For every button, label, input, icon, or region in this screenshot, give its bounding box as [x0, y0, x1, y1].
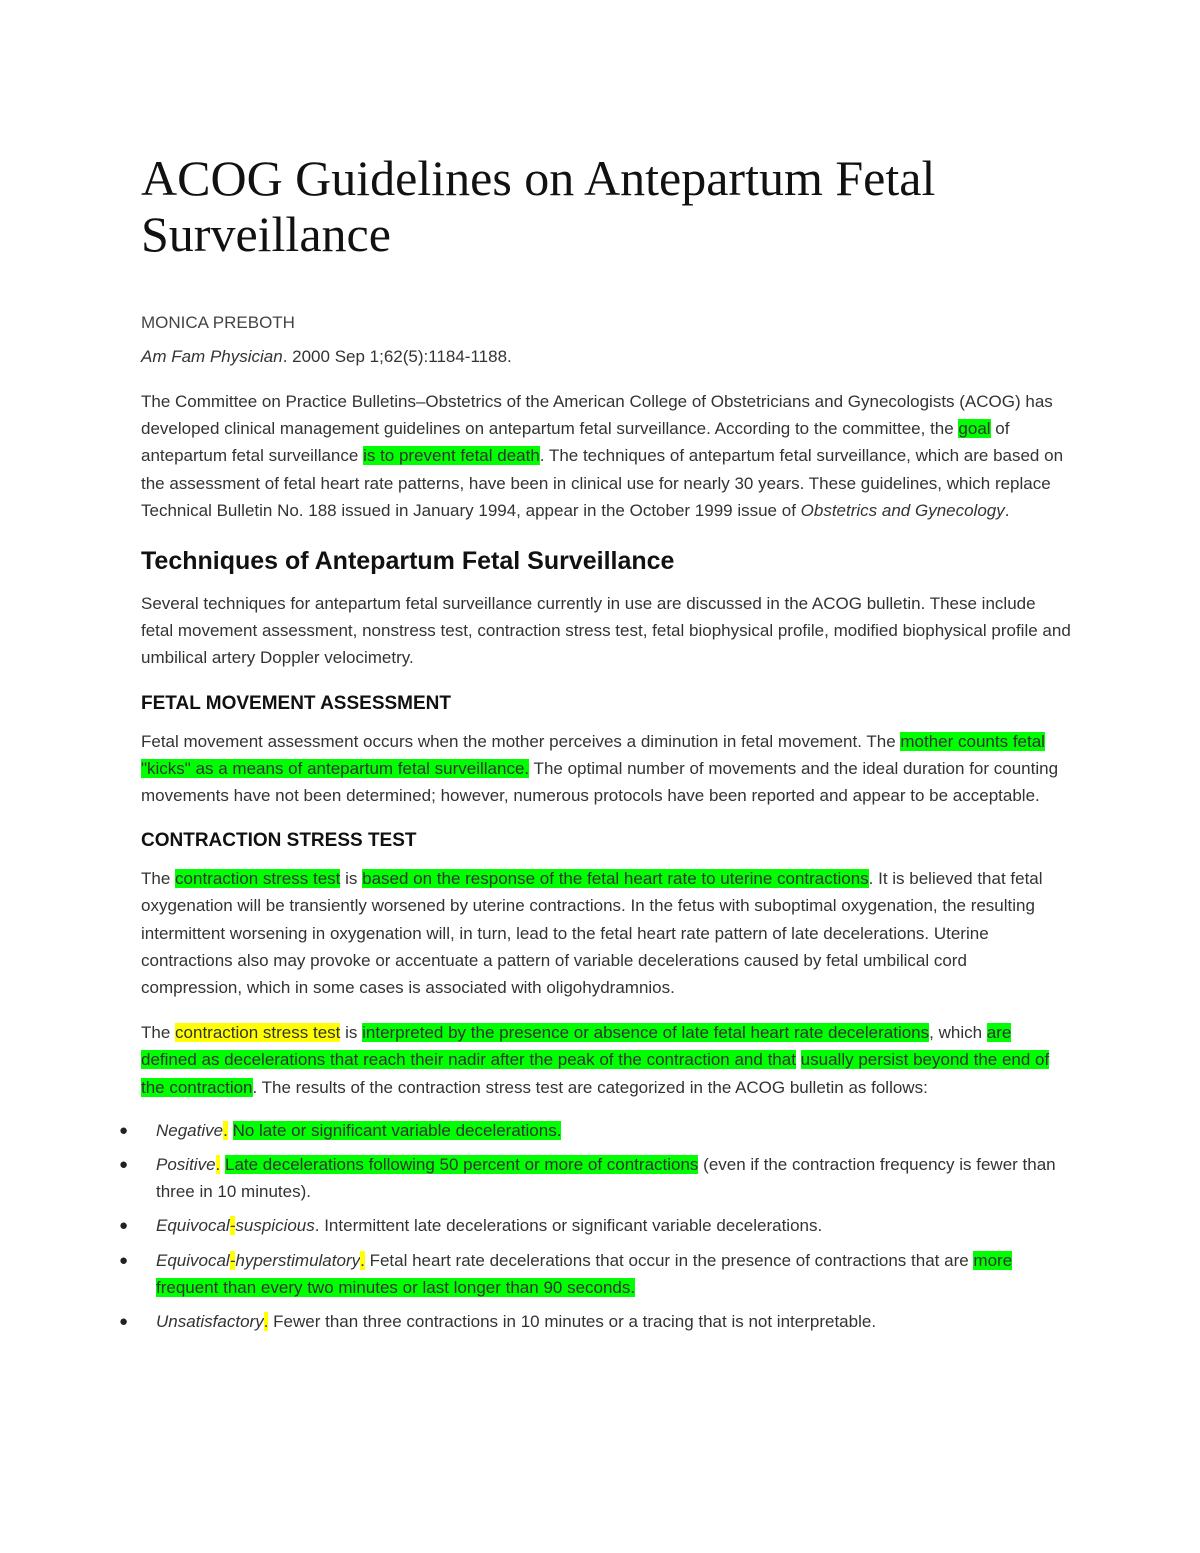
paragraph-text: , which	[929, 1023, 987, 1043]
result-term: Negative	[156, 1120, 224, 1140]
bullet-icon: ●	[119, 1121, 129, 1139]
highlight: No late or significant variable decelerations.	[232, 1120, 562, 1140]
list-item	[119, 1117, 1071, 1144]
highlight: goal	[958, 419, 991, 439]
highlight: are defined as decelerations that reach their nadir after the peak of the contraction and that	[141, 1023, 1012, 1070]
page-title: ACOG Guidelines on Antepartum Fetal Surveillance	[141, 150, 936, 262]
subheading-contraction-stress-test: CONTRACTION STRESS TEST	[141, 830, 417, 852]
list-item	[119, 1212, 1071, 1239]
paragraph-text: The	[141, 1023, 176, 1043]
highlight-yellow: -	[229, 1216, 236, 1236]
result-term: hyperstimulatory	[235, 1250, 361, 1270]
paragraph-text: . It is believed that fetal oxygenation will be transiently worsened by uterine contractions. In the fetus with suboptimal oxygenation, the resulting intermittent worsening in oxygenation will, in turn, lead to the fetal heart rate pattern of late decelerations. Uterine contractions also may provoke or accentuate a pattern of variable decelerations caused by fetal umbilical cord compression, which in some cases is associated with oligohydramnios.	[141, 869, 1043, 998]
paragraph-text: Fetal movement assessment occurs when the mother perceives a diminution in fetal movement. The	[141, 731, 901, 751]
subheading-fetal-movement: FETAL MOVEMENT ASSESSMENT	[141, 692, 452, 714]
highlight: contraction stress test	[175, 869, 341, 889]
paragraph-text: . The results of the contraction stress test are categorized in the ACOG bulletin as follows:	[252, 1077, 928, 1097]
techniques-paragraph: Several techniques for antepartum fetal surveillance currently in use are discussed in the ACOG bulletin. These include fetal movement assessment, nonstress test, contraction stress test, fetal biophysical profile, modified biophysical profile and umbilical artery Doppler velocimetry.	[141, 594, 1071, 668]
paragraph-text: The	[141, 869, 176, 889]
highlight: is to prevent fetal death	[363, 446, 540, 466]
cst-paragraph-2	[141, 1019, 1071, 1101]
highlight-yellow: .	[215, 1155, 221, 1175]
citation-journal: Am Fam Physician	[141, 347, 283, 366]
paragraph-text: is	[340, 869, 363, 889]
list-text: (even if the contraction frequency is fewer than three in 10 minutes).	[156, 1155, 1056, 1202]
journal-name: Obstetrics and Gynecology	[800, 500, 1005, 520]
bullet-icon: ●	[119, 1251, 129, 1269]
highlight-yellow: .	[360, 1250, 365, 1270]
highlight-yellow: contraction stress test	[175, 1023, 341, 1043]
list-item	[119, 1247, 1071, 1301]
list-item	[119, 1308, 1071, 1335]
list-text: Fewer than three contractions in 10 minutes or a tracing that is not interpretable.	[268, 1312, 877, 1332]
intro-paragraph	[141, 388, 1071, 524]
highlight-yellow: .	[263, 1312, 269, 1332]
result-term: Positive	[156, 1155, 216, 1175]
bullet-icon: ●	[119, 1217, 129, 1235]
intro-text: . The techniques of antepartum fetal surveillance, which are based on the assessment of fetal heart rate patterns, have been in clinical use for nearly 30 years. These guidelines, which replace Technical Bulletin No. 188 issued in January 1994, appear in the October 1999 issue of	[141, 446, 1064, 520]
intro-text: .	[1004, 500, 1010, 520]
paragraph-text	[796, 1050, 801, 1069]
list-item	[119, 1151, 1071, 1205]
highlight-yellow: .	[223, 1120, 228, 1140]
bullet-icon: ●	[119, 1313, 129, 1331]
highlight: usually persist beyond the end of the contraction	[141, 1050, 1050, 1097]
highlight: more frequent than every two minutes or last longer than 90 seconds.	[156, 1250, 1013, 1297]
citation	[141, 346, 1071, 368]
highlight: Late decelerations following 50 percent or more of contractions	[225, 1155, 699, 1175]
section-heading-techniques: Techniques of Antepartum Fetal Surveillance	[141, 547, 675, 576]
result-term: Unsatisfactory	[156, 1312, 264, 1332]
highlight-yellow: -	[229, 1250, 236, 1270]
paragraph-text: is	[340, 1023, 363, 1043]
intro-text: of antepartum fetal surveillance	[141, 419, 1010, 466]
citation-details: . 2000 Sep 1;62(5):1184-1188.	[282, 347, 512, 366]
bullet-icon: ●	[119, 1156, 129, 1174]
result-term: Equivocal	[156, 1216, 230, 1236]
author-name: MONICA PREBOTH	[141, 313, 295, 332]
paragraph-text: The optimal number of movements and the ideal duration for counting movements have not been determined; however, numerous protocols have been reported and appear to be acceptable.	[141, 758, 1059, 806]
result-term: Equivocal	[156, 1250, 230, 1270]
cst-paragraph-1	[141, 865, 1071, 1001]
list-text	[228, 1121, 233, 1140]
list-text: Fetal heart rate decelerations that occur in the presence of contractions that are	[364, 1250, 974, 1270]
intro-text: The Committee on Practice Bulletins–Obstetrics of the American College of Obstetricians and Gynecologists (ACOG) has developed clinical management guidelines on antepartum fetal surveillance. According to the committee, the	[141, 392, 1053, 439]
fetal-movement-paragraph	[141, 728, 1071, 810]
highlight: based on the response of the fetal heart rate to uterine contractions	[362, 869, 869, 889]
highlight: mother counts fetal "kicks" as a means of antepartum fetal surveillance.	[141, 731, 1045, 778]
results-list	[119, 1117, 1071, 1335]
list-text: . Intermittent late decelerations or significant variable decelerations.	[314, 1216, 823, 1236]
document-page	[119, 150, 1071, 1342]
result-term: suspicious	[235, 1216, 315, 1236]
highlight: interpreted by the presence or absence of late fetal heart rate decelerations	[362, 1023, 930, 1043]
